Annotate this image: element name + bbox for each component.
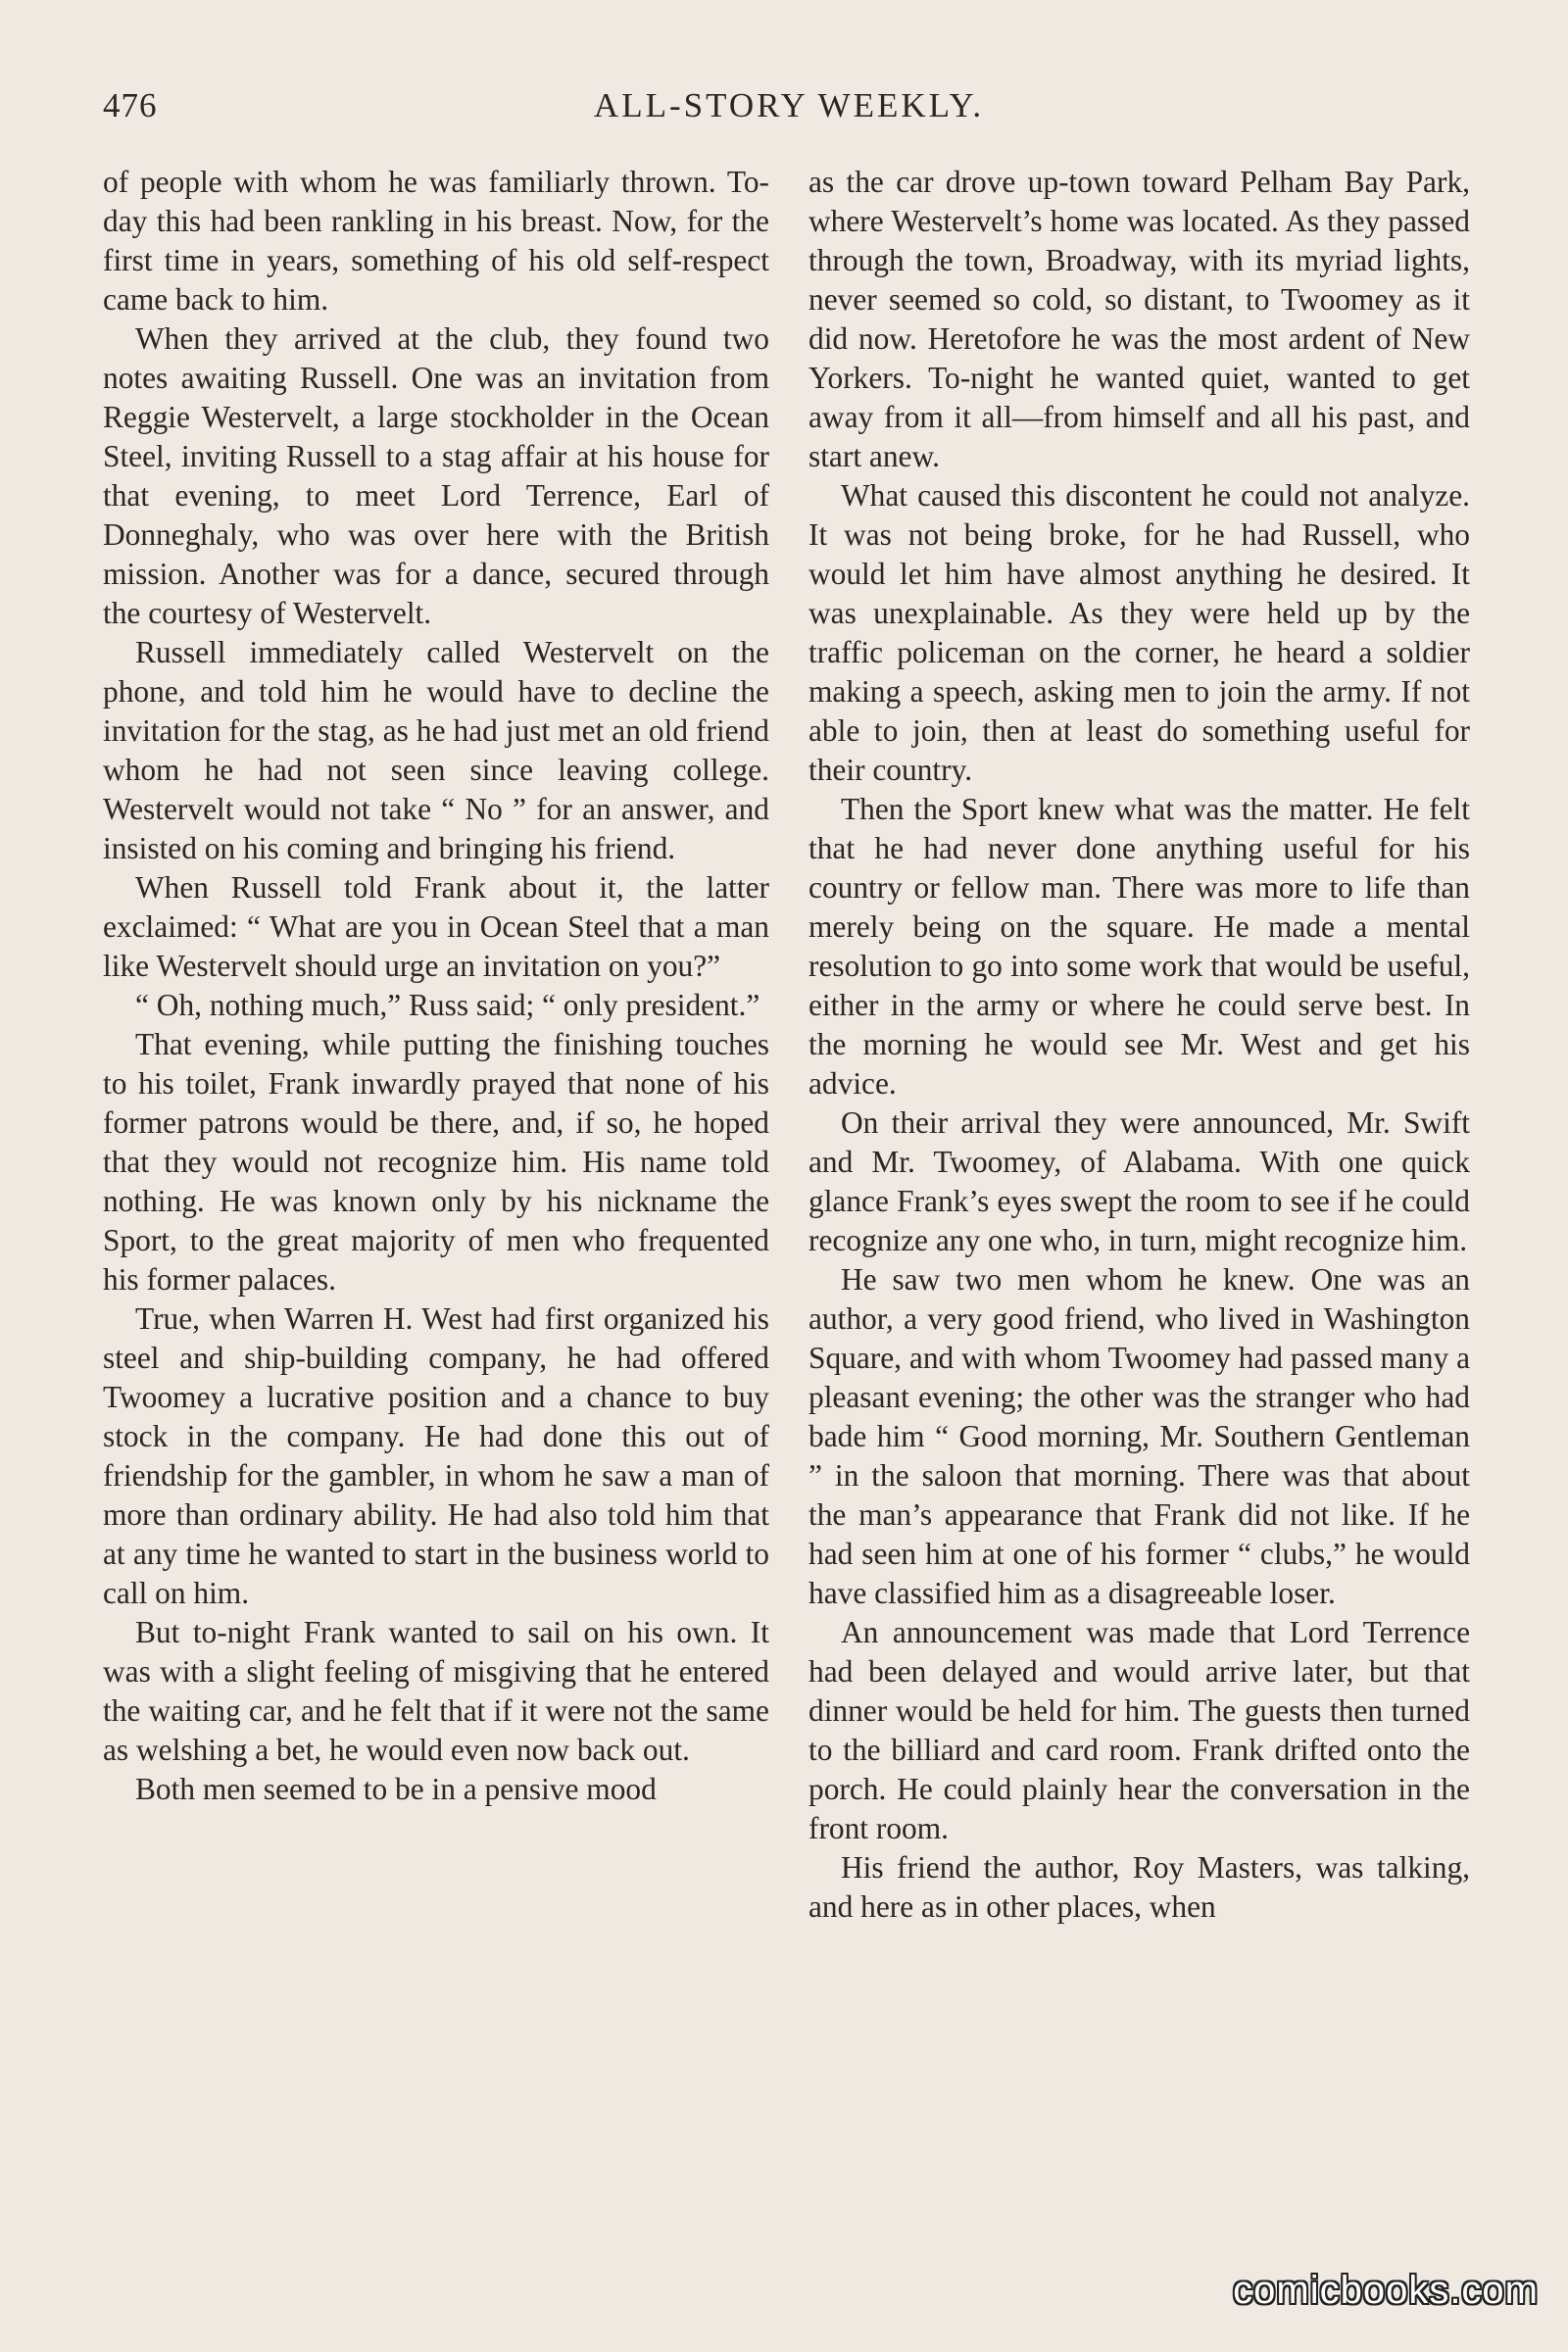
running-head: ALL-STORY WEEKLY.	[593, 86, 985, 124]
paragraph: Russell immediately called Westervelt on the phone, and told him he would have to decline the invitation for the stag, as he had just met an old friend whom he had not seen since leaving college. Westervelt would not take “ No ” for an answer, and insisted on his coming and bringing his friend.	[103, 635, 769, 865]
watermark: comicbooks.com	[1233, 2269, 1539, 2312]
page-number: 476	[103, 86, 158, 124]
paragraph: Then the Sport knew what was the matter. He felt that he had never done anything useful for his country or fellow man. There was more to life than merely being on the square. He made a mental resolution to go into some work that would be useful, either in the army or where he could serve best. In the morning he would see Mr. West and get his advice.	[808, 792, 1470, 1101]
paragraph: He saw two men whom he knew. One was an author, a very good friend, who lived in Washington Square, and with whom Twoomey had passed many a pleasant evening; the other was the stranger who had bade him “ Good morning, Mr. Southern Gentleman ” in the saloon that morning. There was that about the man’s appearance that Frank did not like. If he had seen him at one of his former “ clubs,” he would have classified him as a disagreeable loser.	[808, 1262, 1470, 1610]
paragraph: of people with whom he was familiarly thrown. To-day this had been rankling in his breast. Now, for the first time in years, something of his old self-respect came back to him.	[103, 165, 769, 317]
paragraph: True, when Warren H. West had first organized his steel and ship-building company, he had offered Twoomey a lucrative position and a chance to buy stock in the company. He had done this out of friendship for the gambler, in whom he saw a man of more than ordinary ability. He had also told him that at any time he wanted to start in the business world to call on him.	[103, 1301, 769, 1610]
paragraph: That evening, while putting the finishing touches to his toilet, Frank inwardly prayed that none of his former patrons would be there, and, if so, he hoped that they would not recognize him. His name told nothing. He was known only by his nickname the Sport, to the great majority of men who frequented his former palaces.	[103, 1027, 769, 1297]
paragraph: Both men seemed to be in a pensive mood	[135, 1772, 657, 1806]
paragraph: When Russell told Frank about it, the latter exclaimed: “ What are you in Ocean Steel that a man like Westervelt should urge an invitation on you?”	[103, 870, 769, 983]
paragraph: When they arrived at the club, they found two notes awaiting Russell. One was an invitation from Reggie Westervelt, a large stockholder in the Ocean Steel, inviting Russell to a stag affair at his house for that evening, to meet Lord Terrence, Earl of Donneghaly, who was over here with the British mission. Another was for a dance, secured through the courtesy of Westervelt.	[103, 321, 769, 630]
paragraph: His friend the author, Roy Masters, was talking, and here as in other places, when	[808, 1850, 1470, 1924]
paragraph: An announcement was made that Lord Terrence had been delayed and would arrive later, but that dinner would be held for him. The guests then turned to the billiard and card room. Frank drifted onto the porch. He could plainly hear the conversation in the front room.	[808, 1615, 1470, 1845]
paragraph: But to-night Frank wanted to sail on his own. It was with a slight feeling of misgiving that he entered the waiting car, and he felt that if it were not the same as welshing a bet, he would even now back out.	[103, 1615, 769, 1767]
paragraph: On their arrival they were announced, Mr. Swift and Mr. Twoomey, of Alabama. With one quick glance Frank’s eyes swept the room to see if he could recognize any one who, in turn, might recognize him.	[808, 1105, 1470, 1257]
page-header	[103, 86, 1475, 135]
paragraph: “ Oh, nothing much,” Russ said; “ only president.”	[135, 988, 760, 1022]
left-column	[103, 163, 769, 1809]
paragraph: as the car drove up-town toward Pelham Bay Park, where Westervelt’s home was located. As they passed through the town, Broadway, with its myriad lights, never seemed so cold, so distant, to Twoomey as it did now. Heretofore he was the most ardent of New Yorkers. To-night he wanted quiet, wanted to get away from it all—from himself and all his past, and start anew.	[808, 165, 1470, 473]
right-column	[808, 163, 1470, 1927]
paragraph: What caused this discontent he could not analyze. It was not being broke, for he had Russell, who would let him have almost anything he desired. It was unexplainable. As they were held up by the traffic policeman on the corner, he heard a soldier making a speech, asking men to join the army. If not able to join, then at least do something useful for their country.	[808, 478, 1470, 787]
